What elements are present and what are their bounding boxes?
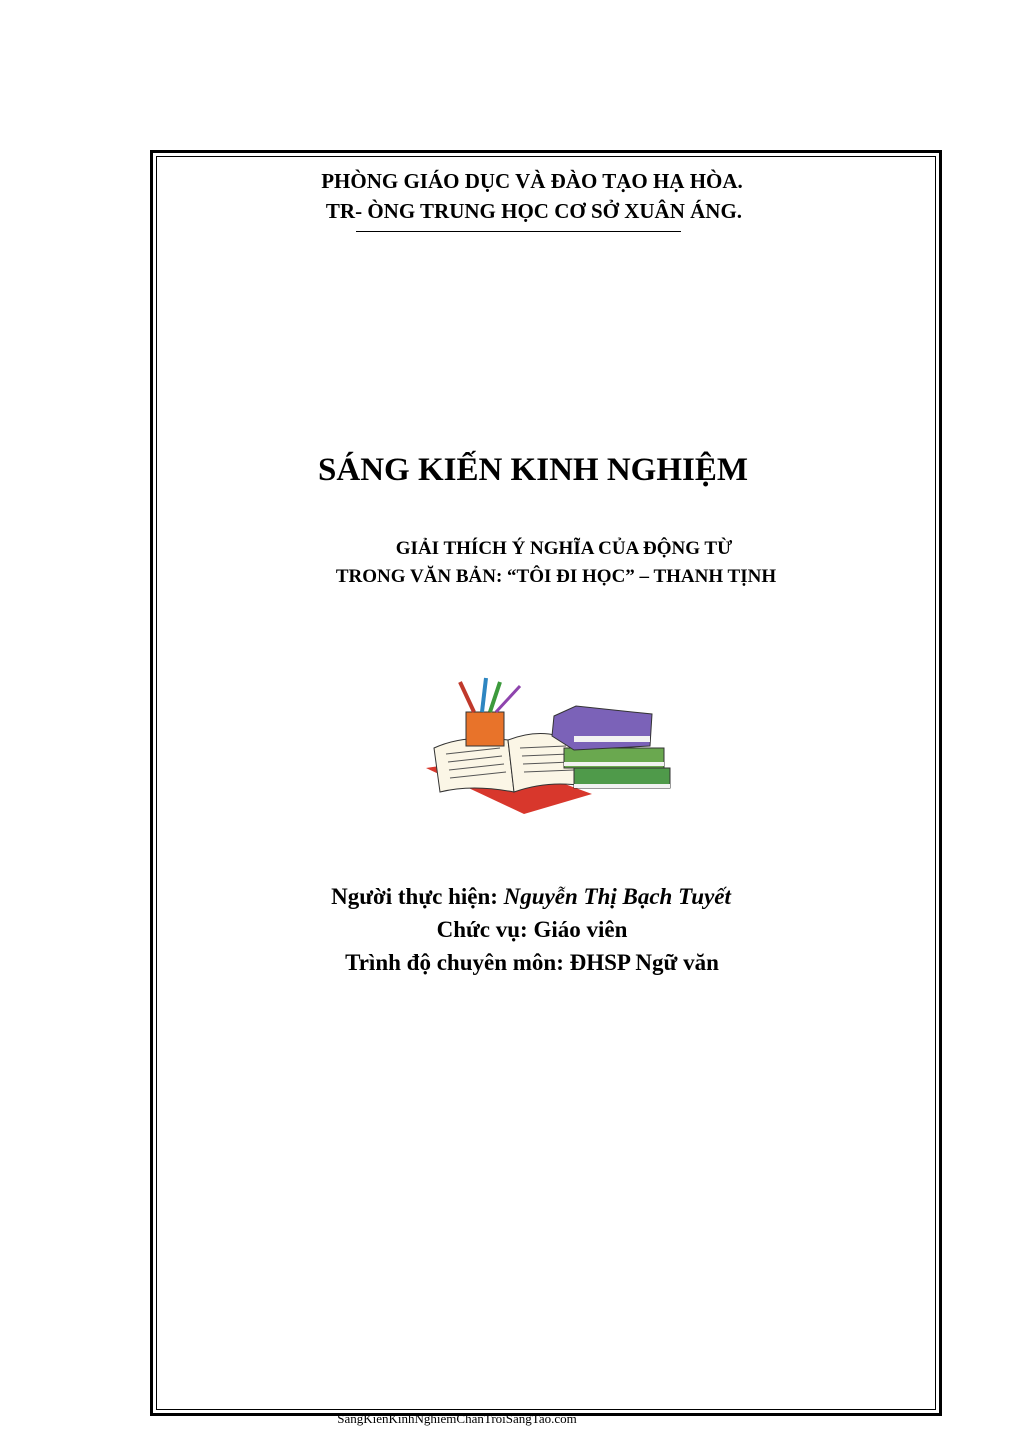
qualification-line: Trình độ chuyên môn: ĐHSP Ngữ văn xyxy=(345,950,719,975)
department-heading: PHÒNG GIÁO DỤC VÀ ĐÀO TẠO HẠ HÒA. xyxy=(321,169,743,193)
books-and-pencils-icon xyxy=(424,676,674,816)
author-label: Người thực hiện: xyxy=(331,884,498,909)
subtitle-line-1: GIẢI THÍCH Ý NGHĨA CỦA ĐỘNG TỪ xyxy=(395,538,733,559)
footer-website: SangKienKinhNghiemChanTroiSangTao.com xyxy=(337,1411,577,1426)
author-name: Nguyễn Thị Bạch Tuyết xyxy=(503,884,731,909)
heading-underline xyxy=(356,231,681,232)
position-line: Chức vụ: Giáo viên xyxy=(436,917,628,942)
document-title: SÁNG KIẾN KINH NGHIỆM xyxy=(318,452,748,488)
author-line xyxy=(0,884,1024,910)
subtitle-line-2: TRONG VĂN BẢN: “TÔI ĐI HỌC” – THANH TỊNH xyxy=(335,566,777,587)
school-heading: TR- ÒNG TRUNG HỌC CƠ SỞ XUÂN ÁNG. xyxy=(325,199,743,223)
